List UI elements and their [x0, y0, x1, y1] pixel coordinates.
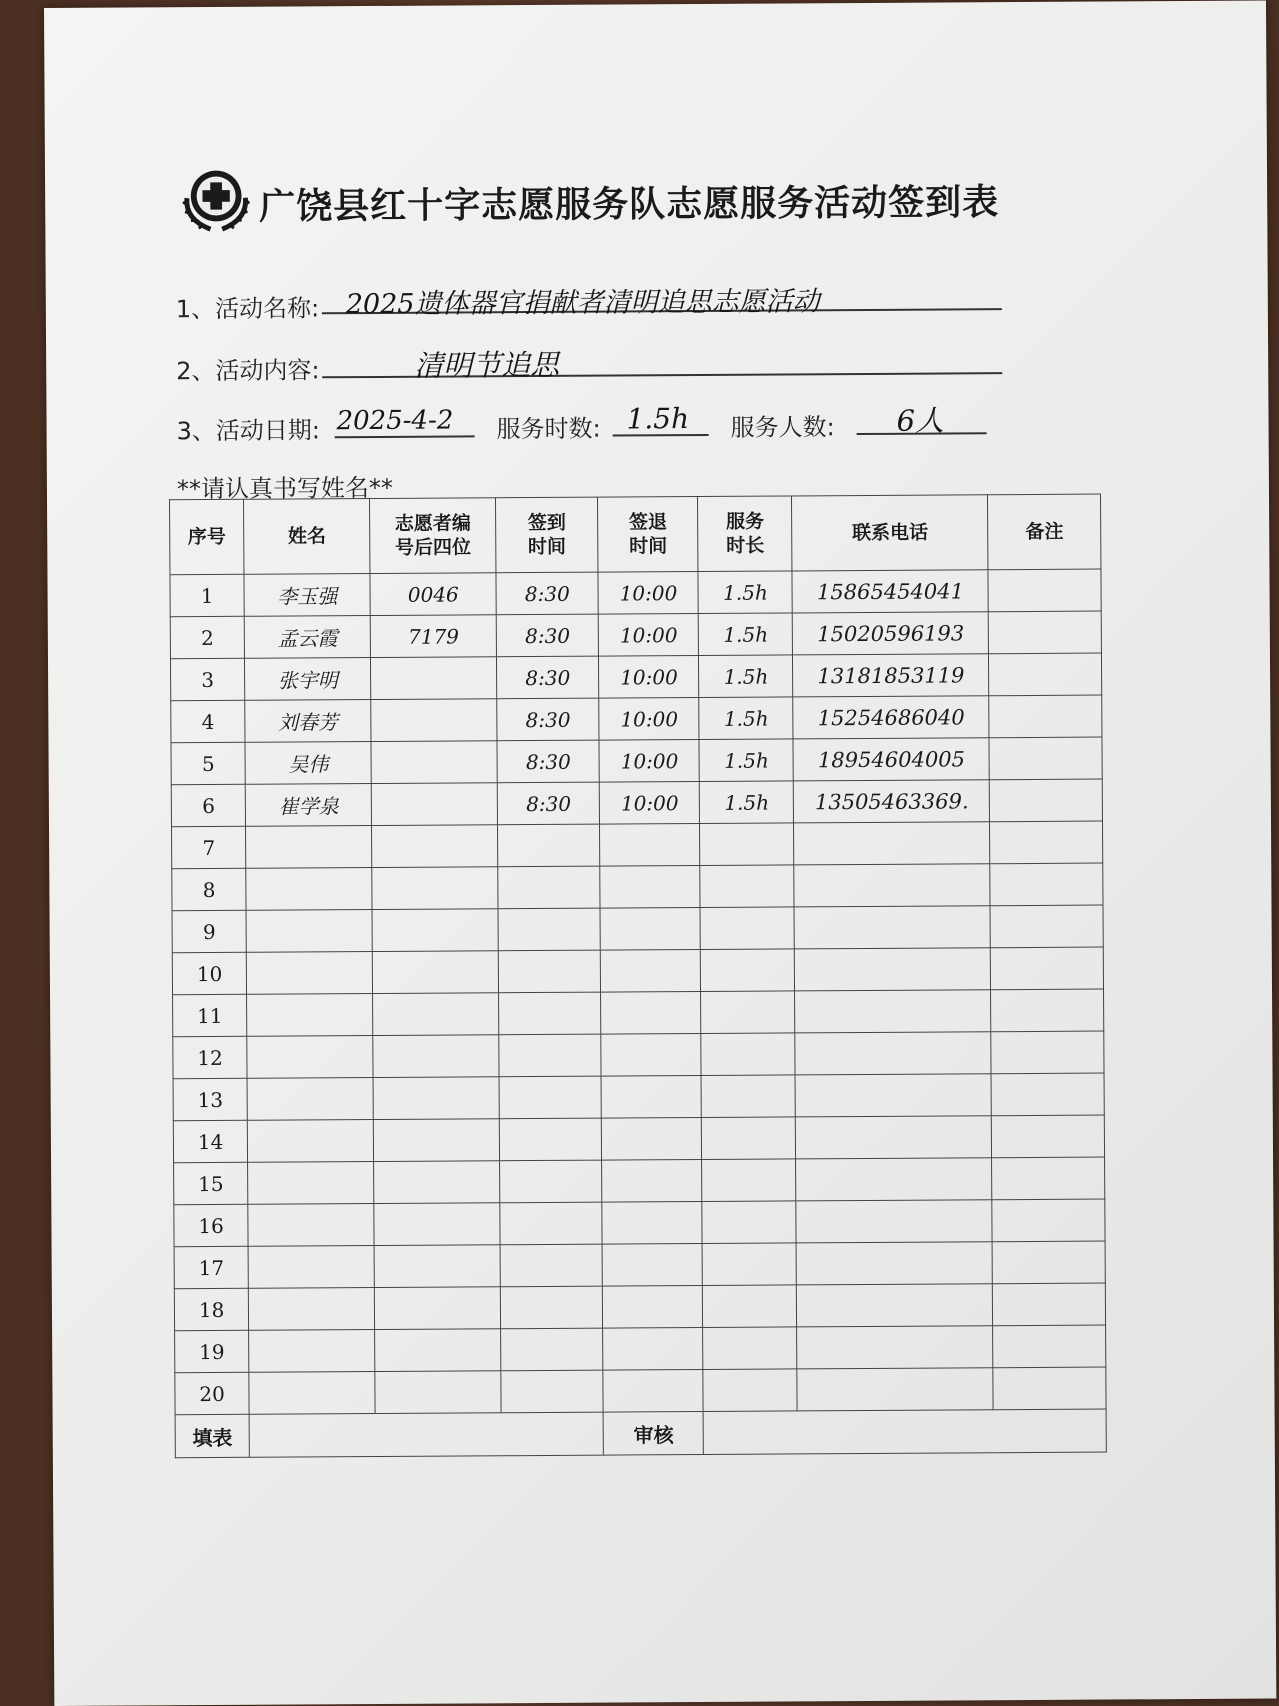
activity-date-value: 2025-4-2: [336, 405, 454, 437]
row-duration-cell: [702, 1243, 796, 1286]
row-check-in-cell: [498, 908, 600, 951]
row-check-in-cell: [498, 950, 600, 993]
row-seq-cell: 3: [170, 658, 245, 700]
row-check-in-cell: 8:30: [496, 614, 598, 657]
row-seq-cell: 16: [174, 1204, 249, 1246]
row-volunteer-id-cell: [373, 1077, 499, 1120]
row-phone-cell: [797, 1368, 993, 1411]
row-duration-cell: [702, 1201, 796, 1244]
row-seq-cell: 4: [171, 700, 246, 742]
row-duration-cell: [700, 865, 794, 908]
row-name-cell: [248, 1246, 374, 1289]
row-duration-cell: 1.5h: [700, 781, 794, 824]
header-check-out-text: 签退时间: [628, 511, 668, 558]
row-check-out-cell: 10:00: [599, 698, 699, 741]
row-remark-cell: [993, 1283, 1106, 1326]
row-check-out-cell: [603, 1369, 703, 1412]
page-title: 广饶县红十字志愿服务队志愿服务活动签到表: [259, 182, 1000, 228]
row-name-cell: [249, 1372, 375, 1415]
table-row: [174, 1157, 1105, 1205]
row-remark-cell: [989, 653, 1102, 696]
table-row: [172, 863, 1103, 911]
header-check-out: [598, 497, 699, 573]
table-header-row: [170, 494, 1101, 575]
row-check-out-cell: [601, 992, 701, 1035]
row-duration-cell: [701, 949, 795, 992]
row-check-in-cell: 8:30: [497, 698, 599, 741]
row-check-out-cell: 10:00: [598, 572, 698, 615]
row-remark-cell: [993, 1325, 1106, 1368]
row-remark-cell: [990, 821, 1103, 864]
row-phone-cell: [797, 1326, 993, 1369]
row-name-cell: [247, 952, 373, 995]
header-volunteer-id: [370, 498, 496, 574]
row-phone-cell: 13181853119: [793, 654, 989, 697]
row-check-in-cell: [500, 1160, 602, 1203]
row-check-out-cell: [603, 1327, 703, 1370]
row-duration-cell: 1.5h: [699, 613, 793, 656]
service-count-label: 服务人数:: [730, 413, 835, 442]
row-check-in-cell: [500, 1202, 602, 1245]
row-name-cell: 李玉强: [244, 574, 370, 617]
row-remark-cell: [993, 1367, 1106, 1410]
row-check-out-cell: [602, 1244, 702, 1287]
row-seq-cell: 11: [173, 994, 248, 1036]
row-check-out-cell: 10:00: [600, 782, 700, 825]
footer-review-label: 审核: [603, 1411, 703, 1455]
row-name-cell: [246, 826, 372, 869]
row-remark-cell: [990, 779, 1103, 822]
row-volunteer-id-cell: [375, 1287, 501, 1330]
row-volunteer-id-cell: [372, 867, 498, 910]
table-row: [171, 695, 1102, 743]
table-row: [173, 1073, 1104, 1121]
row-volunteer-id-cell: 0046: [370, 573, 496, 616]
row-remark-cell: [992, 1157, 1105, 1200]
service-hours-value: 1.5h: [626, 402, 690, 436]
row-check-in-cell: [500, 1286, 602, 1329]
name-writing-note: **请认真书写姓名**: [176, 473, 394, 504]
row-remark-cell: [991, 1073, 1104, 1116]
activity-name-label: 1、活动名称:: [175, 294, 320, 324]
header-check-in: [496, 497, 599, 573]
row-seq-cell: 20: [175, 1372, 250, 1414]
row-remark-cell: [989, 611, 1102, 654]
row-phone-cell: 15865454041: [792, 570, 988, 613]
row-remark-cell: [992, 1115, 1105, 1158]
row-phone-cell: [796, 1116, 992, 1159]
row-phone-cell: [796, 1242, 992, 1285]
activity-date-label: 3、活动日期:: [176, 416, 321, 446]
row-remark-cell: [991, 947, 1104, 990]
row-duration-cell: [703, 1285, 797, 1328]
sign-in-sheet: [44, 1, 1276, 1706]
row-volunteer-id-cell: [372, 825, 498, 868]
row-duration-cell: [700, 907, 794, 950]
row-name-cell: [247, 1036, 373, 1079]
row-duration-cell: 1.5h: [699, 655, 793, 698]
row-volunteer-id-cell: [371, 783, 497, 826]
row-check-out-cell: [600, 908, 700, 951]
row-check-in-cell: 8:30: [497, 656, 599, 699]
row-check-in-cell: [498, 866, 600, 909]
row-phone-cell: [794, 864, 990, 907]
row-seq-cell: 13: [173, 1078, 248, 1120]
row-seq-cell: 5: [171, 742, 246, 784]
service-count-value: 6人: [896, 403, 945, 438]
row-duration-cell: [703, 1369, 797, 1412]
row-remark-cell: [992, 1199, 1105, 1242]
header-seq: 序号: [170, 499, 245, 574]
row-volunteer-id-cell: [375, 1371, 501, 1414]
header-volunteer-id-text: 志愿者编号后四位: [394, 512, 472, 559]
row-check-out-cell: [602, 1160, 702, 1203]
row-seq-cell: 9: [172, 910, 247, 952]
row-volunteer-id-cell: [374, 1119, 500, 1162]
row-volunteer-id-cell: [373, 1035, 499, 1078]
header-remark: 备注: [988, 494, 1101, 570]
footer-fill-cell: [249, 1412, 603, 1457]
row-phone-cell: [795, 990, 991, 1033]
row-remark-cell: [991, 1031, 1104, 1074]
row-phone-cell: 18954604005: [793, 738, 989, 781]
row-check-out-cell: 10:00: [599, 740, 699, 783]
footer-review-cell: [704, 1409, 1107, 1454]
row-remark-cell: [991, 989, 1104, 1032]
row-check-out-cell: [601, 1076, 701, 1119]
row-check-in-cell: [499, 1076, 601, 1119]
row-check-out-cell: [601, 1034, 701, 1077]
table-row: [175, 1367, 1106, 1415]
row-volunteer-id-cell: [371, 699, 497, 742]
row-duration-cell: 1.5h: [699, 739, 793, 782]
row-phone-cell: [796, 1158, 992, 1201]
row-check-out-cell: [602, 1202, 702, 1245]
row-check-in-cell: 8:30: [497, 740, 599, 783]
row-volunteer-id-cell: [372, 909, 498, 952]
row-seq-cell: 15: [174, 1162, 249, 1204]
row-duration-cell: 1.5h: [698, 571, 792, 614]
row-volunteer-id-cell: [374, 1203, 500, 1246]
row-name-cell: 孟云霞: [245, 616, 371, 659]
row-check-in-cell: [501, 1328, 603, 1371]
row-check-out-cell: [602, 1118, 702, 1161]
row-check-out-cell: 10:00: [599, 656, 699, 699]
footer-fill-label: 填表: [175, 1414, 250, 1457]
row-check-in-cell: [498, 824, 600, 867]
table-row: [173, 1031, 1104, 1079]
table-row: [170, 611, 1101, 659]
table-row: [171, 779, 1102, 827]
table-row: [173, 1115, 1104, 1163]
row-check-in-cell: [499, 992, 601, 1035]
header-check-in-text: 签到时间: [527, 511, 567, 559]
row-duration-cell: 1.5h: [699, 697, 793, 740]
row-duration-cell: [701, 1075, 795, 1118]
row-name-cell: 张宇明: [245, 658, 371, 701]
header-phone: 联系电话: [792, 495, 989, 571]
row-name-cell: [249, 1330, 375, 1373]
row-name-cell: [248, 1120, 374, 1163]
row-name-cell: [247, 994, 373, 1037]
row-remark-cell: [989, 737, 1102, 780]
row-seq-cell: 18: [174, 1288, 249, 1330]
table-row: [170, 653, 1101, 701]
row-phone-cell: [795, 1074, 991, 1117]
activity-name-value: 2025遗体器官捐献者清明追思志愿活动: [345, 286, 820, 321]
row-phone-cell: [794, 822, 990, 865]
row-check-in-cell: 8:30: [496, 572, 598, 615]
row-phone-cell: 15254686040: [793, 696, 989, 739]
row-duration-cell: [701, 991, 795, 1034]
row-name-cell: [249, 1288, 375, 1331]
row-volunteer-id-cell: [371, 741, 497, 784]
row-seq-cell: 6: [171, 784, 246, 826]
row-check-out-cell: [601, 950, 701, 993]
row-remark-cell: [988, 569, 1101, 612]
service-hours-label: 服务时数:: [496, 414, 601, 444]
row-remark-cell: [993, 1241, 1106, 1284]
row-check-in-cell: [499, 1118, 601, 1161]
row-volunteer-id-cell: [374, 1161, 500, 1204]
table-row: [174, 1283, 1105, 1331]
table-row: [175, 1325, 1106, 1373]
red-cross-emblem-icon: [177, 159, 255, 237]
row-name-cell: [247, 1078, 373, 1121]
activity-content-value: 清明节追思: [414, 347, 560, 383]
row-name-cell: [248, 1204, 374, 1247]
row-phone-cell: [795, 948, 991, 991]
row-seq-cell: 14: [173, 1120, 248, 1162]
table-row: [172, 947, 1103, 995]
row-duration-cell: [702, 1159, 796, 1202]
row-duration-cell: [701, 1033, 795, 1076]
row-name-cell: 崔学泉: [246, 784, 372, 827]
row-name-cell: [248, 1162, 374, 1205]
header-duration: [698, 496, 792, 572]
row-check-out-cell: [600, 824, 700, 867]
row-name-cell: 刘春芳: [245, 700, 371, 743]
table-row: [172, 905, 1103, 953]
row-seq-cell: 7: [172, 826, 247, 868]
row-name-cell: 吴伟: [245, 742, 371, 785]
row-volunteer-id-cell: [371, 657, 497, 700]
table-row: [174, 1199, 1105, 1247]
header-name: 姓名: [244, 499, 370, 575]
row-duration-cell: [702, 1117, 796, 1160]
row-phone-cell: [795, 1032, 991, 1075]
row-check-in-cell: [501, 1370, 603, 1413]
row-phone-cell: [794, 906, 990, 949]
row-phone-cell: [796, 1200, 992, 1243]
row-seq-cell: 2: [170, 616, 245, 658]
activity-content-label: 2、活动内容:: [176, 356, 320, 386]
header-duration-text: 服务时长: [725, 510, 765, 557]
row-seq-cell: 19: [175, 1330, 250, 1372]
row-remark-cell: [990, 905, 1103, 948]
row-phone-cell: 13505463369.: [794, 780, 990, 823]
row-check-out-cell: 10:00: [599, 614, 699, 657]
row-duration-cell: [703, 1327, 797, 1370]
table-row: [174, 1241, 1105, 1289]
row-remark-cell: [990, 863, 1103, 906]
table-row: [172, 821, 1103, 869]
row-volunteer-id-cell: [373, 951, 499, 994]
row-seq-cell: 1: [170, 574, 245, 616]
row-phone-cell: 15020596193: [793, 612, 989, 655]
row-check-in-cell: [499, 1034, 601, 1077]
table-row: [171, 737, 1102, 785]
row-volunteer-id-cell: [375, 1329, 501, 1372]
row-volunteer-id-cell: [374, 1245, 500, 1288]
row-name-cell: [246, 868, 372, 911]
row-check-in-cell: 8:30: [497, 782, 599, 825]
row-check-in-cell: [500, 1244, 602, 1287]
row-check-out-cell: [600, 866, 700, 909]
row-name-cell: [246, 910, 372, 953]
row-seq-cell: 8: [172, 868, 247, 910]
row-phone-cell: [797, 1284, 993, 1327]
row-duration-cell: [700, 823, 794, 866]
table-row: [173, 989, 1104, 1037]
attendance-table: [169, 494, 1107, 1459]
row-seq-cell: 17: [174, 1246, 249, 1288]
table-row: [170, 569, 1101, 617]
row-remark-cell: [989, 695, 1102, 738]
row-seq-cell: 10: [172, 952, 247, 994]
row-volunteer-id-cell: 7179: [370, 615, 496, 658]
row-seq-cell: 12: [173, 1036, 248, 1078]
row-volunteer-id-cell: [373, 993, 499, 1036]
table-footer-row: [175, 1409, 1106, 1458]
row-check-out-cell: [603, 1285, 703, 1328]
